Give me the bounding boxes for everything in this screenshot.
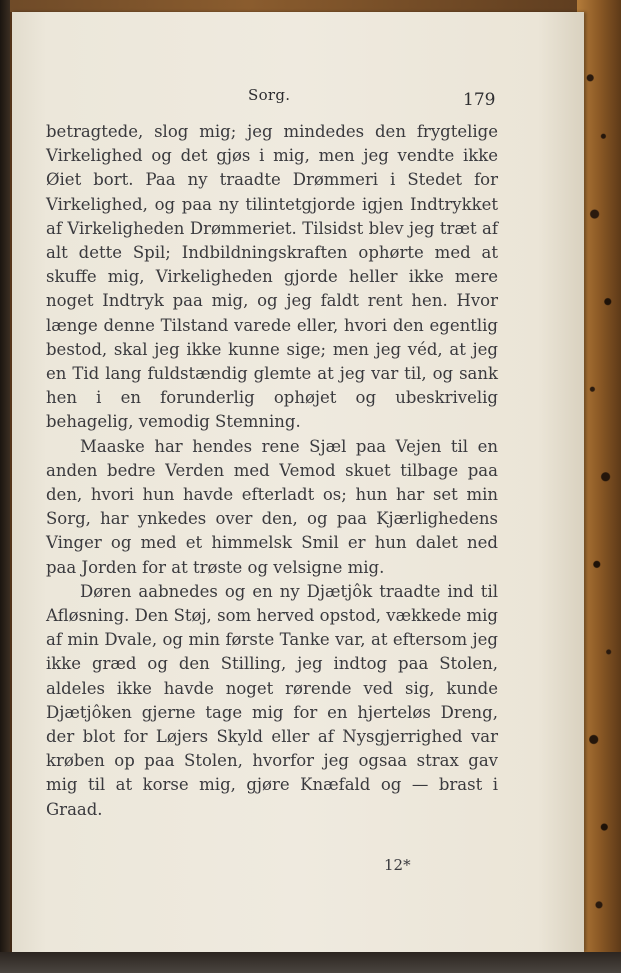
page-number: 179 <box>463 90 496 110</box>
binding-gutter <box>0 0 10 973</box>
running-title: Sorg. <box>248 86 291 104</box>
body-text <box>46 120 498 822</box>
paragraph-maaske: Maaske har hendes rene Sjæl paa Vejen til en anden bedre Verden med Vemod skuet tilbage paa den, hvori hun havde efterladt os; hun har set min Sorg, har ynkedes over den, og paa Kjærlighedens Vinger og med et himmelsk Smil er hun dalet ned paa Jorden for at trøste og velsigne mig. <box>46 436 498 577</box>
page-header <box>12 78 584 108</box>
cover-top-edge <box>0 0 621 12</box>
book-page <box>12 12 584 952</box>
paragraph-doren: Døren aabnedes og en ny Djætjôk traadte ind til Afløsning. Den Støj, som herved opstod, vækkede mig af min Dvale, og min første Tanke var, at eftersom jeg ikke græd og den Stilling, jeg indtog paa Stolen, aldeles ikke havde noget rørende ved sig, kunde Djætjôken gjerne tage mig for en hjerteløs Dreng, der blot for Løjers Skyld eller af Nysgjerrighed var krøben op paa Stolen, hvorfor jeg ogsaa strax gav mig til at korse mig, gjøre Knæfald og — brast i Graad. <box>46 581 498 819</box>
printer-signature-mark: 12* <box>384 856 411 874</box>
paragraph-continued: betragtede, slog mig; jeg mindedes den frygtelige Virkelighed og det gjøs i mig, men jeg vendte ikke Øiet bort. Paa ny traadte Drømmeri i Stedet for Virkelighed, og paa ny tilintetgjorde igjen Indtrykket af Virkeligheden Drømmeriet. Tilsidst blev jeg træt af alt dette Spil; Indbildningskraften ophørte med at skuffe mig, Virkeligheden gjorde heller ikke mere noget Indtryk paa mig, og jeg faldt rent hen. Hvor længe denne Tilstand varede eller, hvori den egentlig bestod, skal jeg ikke kunne sige; men jeg véd, at jeg en Tid lang fuldstændig glemte at jeg var til, og sank hen i en forunderlig ophøjet og ubeskrivelig behagelig, vemodig Stemning. <box>46 122 498 432</box>
scan-bottom-edge <box>0 952 621 973</box>
